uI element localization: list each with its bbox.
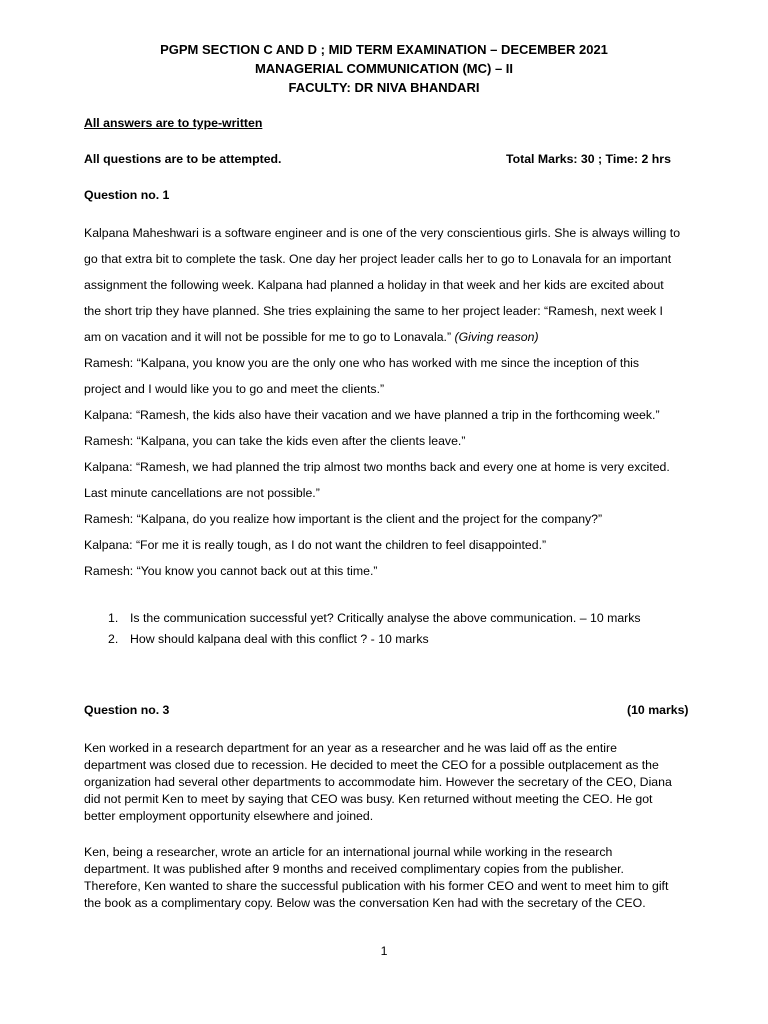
q1-line: the short trip they have planned. She tries explaining the same to her project leader: “Ramesh, next week I bbox=[84, 304, 663, 318]
faculty-name: FACULTY: DR NIVA BHANDARI bbox=[288, 80, 480, 95]
q3-para2-line: Therefore, Ken wanted to share the successful publication with his former CEO and went to meet him to gift bbox=[84, 879, 669, 893]
dialogue-line: Ramesh: “Kalpana, you know you are the only one who has worked with me since the inception of this bbox=[84, 356, 640, 370]
course-title: MANAGERIAL COMMUNICATION (MC) – II bbox=[254, 61, 514, 76]
dialogue-line: Ramesh: “Kalpana, do you realize how important is the client and the project for the company?” bbox=[84, 512, 603, 526]
q3-para2-line: Ken, being a researcher, wrote an article for an international journal while working in the research bbox=[84, 845, 613, 859]
q3-para1-line: better employment opportunity elsewhere and joined. bbox=[84, 809, 374, 823]
question-1-heading: Question no. 1 bbox=[84, 188, 170, 202]
question-3-marks: (10 marks) bbox=[627, 703, 689, 717]
q3-para2-line: department. It was published after 9 months and received complimentary copies from the publisher. bbox=[84, 862, 624, 876]
giving-reason-note: (Giving reason) bbox=[454, 330, 539, 344]
dialogue-line: Kalpana: “Ramesh, the kids also have their vacation and we have planned a trip in the forthcoming week.” bbox=[84, 408, 660, 422]
q3-para1-line: department was closed due to recession. He decided to meet the CEO for a possible outplacement as the bbox=[84, 758, 659, 772]
marks-time: Total Marks: 30 ; Time: 2 hrs bbox=[506, 152, 671, 166]
q3-para2-line: the book as a complimentary copy. Below was the conversation Ken had with the secretary of the CEO. bbox=[84, 896, 646, 910]
q3-para1-line: organization had several other departments to accommodate him. However the secretary of the CEO, Diana bbox=[84, 775, 672, 789]
subquestion-text: Is the communication successful yet? Critically analyse the above communication. – 10 marks bbox=[130, 611, 641, 625]
dialogue-line: Last minute cancellations are not possible.” bbox=[84, 486, 320, 500]
attempt-instruction: All questions are to be attempted. bbox=[84, 152, 282, 166]
dialogue-line: Kalpana: “For me it is really tough, as I do not want the children to feel disappointed.” bbox=[84, 538, 547, 552]
q1-line: assignment the following week. Kalpana had planned a holiday in that week and her kids are excited about bbox=[84, 278, 664, 292]
page-number: 1 bbox=[380, 944, 388, 958]
exam-title: PGPM SECTION C AND D ; MID TERM EXAMINATION – DECEMBER 2021 bbox=[160, 42, 608, 57]
dialogue-line: project and I would like you to go and meet the clients.” bbox=[84, 382, 385, 396]
dialogue-line: Kalpana: “Ramesh, we had planned the trip almost two months back and every one at home is very excited. bbox=[84, 460, 670, 474]
question-3-heading: Question no. 3 bbox=[84, 703, 170, 717]
q3-para1-line: Ken worked in a research department for an year as a researcher and he was laid off as the entire bbox=[84, 741, 617, 755]
dialogue-line: Ramesh: “You know you cannot back out at this time.” bbox=[84, 564, 378, 578]
q1-line: Kalpana Maheshwari is a software engineer and is one of the very conscientious girls. She is always willing to bbox=[84, 226, 681, 240]
q1-line bbox=[84, 330, 539, 344]
subquestion-number: 2. bbox=[108, 632, 119, 646]
q3-para1-line: did not permit Ken to meet by saying that CEO was busy. Ken returned without meeting the CEO. He got bbox=[84, 792, 653, 806]
q1-line: go that extra bit to complete the task. One day her project leader calls her to go to Lonavala for an important bbox=[84, 252, 672, 266]
subquestion-number: 1. bbox=[108, 611, 119, 625]
q1-line5-text: am on vacation and it will not be possible for me to go to Lonavala.” bbox=[84, 330, 452, 344]
dialogue-line: Ramesh: “Kalpana, you can take the kids even after the clients leave.” bbox=[84, 434, 466, 448]
subquestion-text: How should kalpana deal with this conflict ? - 10 marks bbox=[130, 632, 429, 646]
typed-instruction: All answers are to type-written bbox=[84, 116, 263, 130]
